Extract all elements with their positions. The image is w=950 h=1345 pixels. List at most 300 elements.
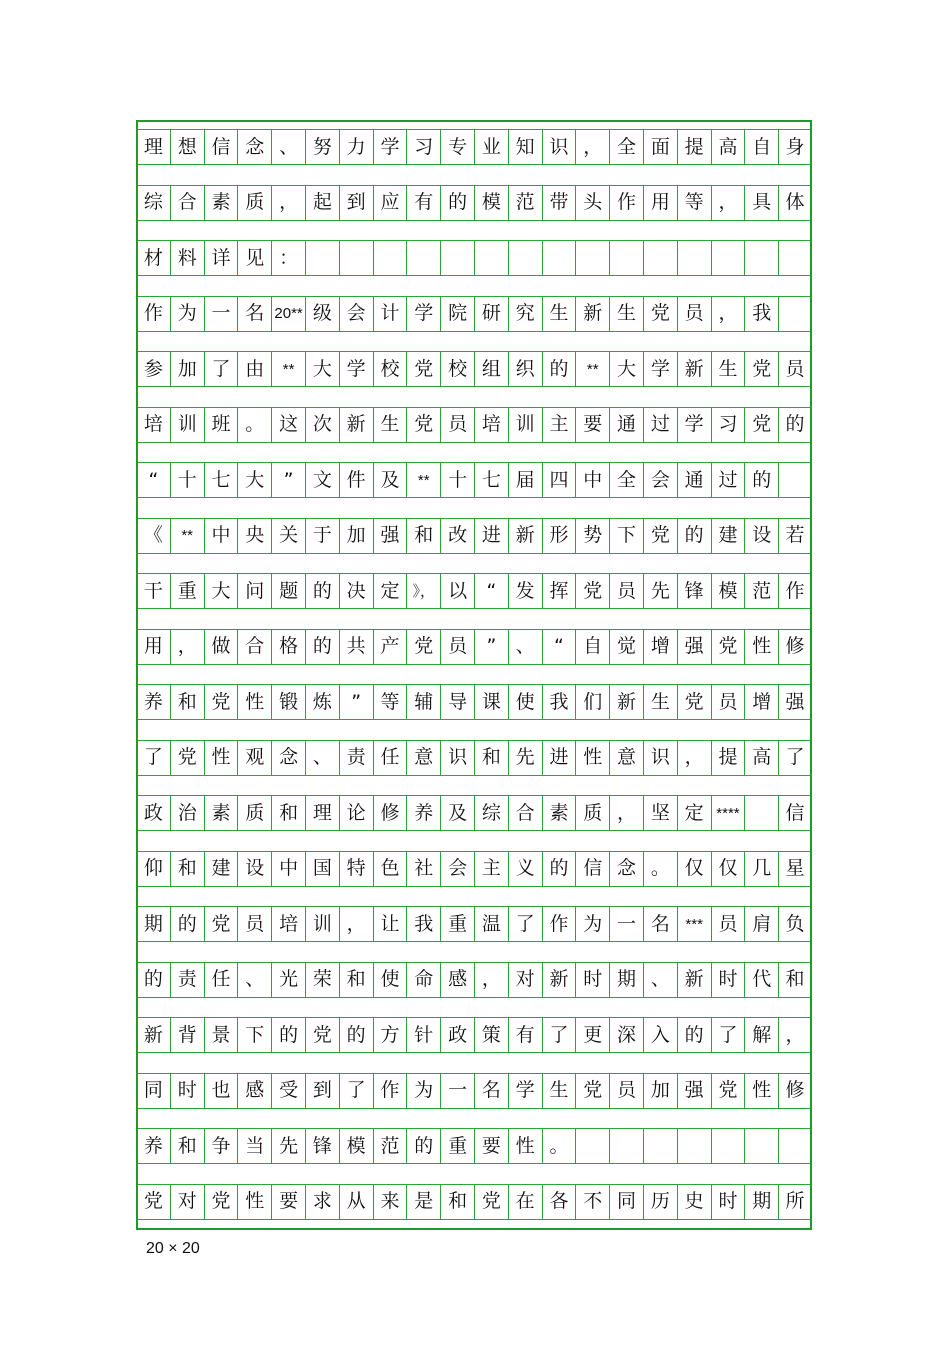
grid-cell: 质 — [237, 185, 271, 221]
grid-cell: 任 — [204, 962, 238, 998]
grid-row — [136, 240, 812, 276]
grid-cell: 习 — [711, 407, 745, 443]
grid-cell: 生 — [542, 1073, 576, 1109]
grid-cell: 党 — [204, 684, 238, 720]
grid-cell: 学 — [677, 407, 711, 443]
grid-cell: 十 — [440, 462, 474, 498]
grid-cell: 修 — [373, 795, 407, 831]
grid-cell: 主 — [474, 851, 508, 887]
grid-cell: 带 — [542, 185, 576, 221]
grid-cell: 训 — [170, 407, 204, 443]
grid-cell: 的 — [542, 851, 576, 887]
grid-cell: 专 — [440, 129, 474, 165]
grid-cell: 通 — [609, 407, 643, 443]
grid-cell: 和 — [170, 1128, 204, 1164]
grid-cell: ， — [474, 962, 508, 998]
grid-cell: 模 — [474, 185, 508, 221]
grid-cell: 进 — [542, 740, 576, 776]
grid-cell: 关 — [271, 518, 305, 554]
grid-cell: ， — [271, 185, 305, 221]
grid-cell: 问 — [237, 573, 271, 609]
grid-cell: 材 — [136, 240, 170, 276]
grid-cell — [677, 1128, 711, 1164]
grid-cell: 加 — [339, 518, 373, 554]
grid-cell: 光 — [271, 962, 305, 998]
grid-cell: 和 — [440, 1184, 474, 1220]
grid-cell: 也 — [204, 1073, 238, 1109]
grid-cell: 范 — [508, 185, 542, 221]
grid-cell: 解 — [744, 1017, 778, 1053]
grid-cell: 新 — [677, 351, 711, 387]
grid-cell: 身 — [778, 129, 812, 165]
grid-cell: 等 — [677, 185, 711, 221]
grid-cell: 时 — [575, 962, 609, 998]
grid-cell: 和 — [406, 518, 440, 554]
grid-cell: 于 — [305, 518, 339, 554]
grid-cell: 学 — [643, 351, 677, 387]
grid-cell: 仅 — [677, 851, 711, 887]
grid-cell: 治 — [170, 795, 204, 831]
grid-cell: 做 — [204, 629, 238, 665]
grid-cell: 综 — [136, 185, 170, 221]
grid-cell: 过 — [711, 462, 745, 498]
grid-cell: 。 — [643, 851, 677, 887]
grid-cell: 一 — [204, 296, 238, 332]
grid-cell: 期 — [609, 962, 643, 998]
grid-cell — [339, 240, 373, 276]
grid-cell: 素 — [204, 185, 238, 221]
grid-cell: 自 — [575, 629, 609, 665]
grid-cell: **** — [711, 795, 745, 831]
grid-cell: ** — [271, 351, 305, 387]
grid-cell: 班 — [204, 407, 238, 443]
grid-cell: 修 — [778, 1073, 812, 1109]
grid-cell: 肩 — [744, 906, 778, 942]
grid-cell: 让 — [373, 906, 407, 942]
grid-cell: 的 — [778, 407, 812, 443]
grid-cell: 。 — [542, 1128, 576, 1164]
grid-cell: 星 — [778, 851, 812, 887]
grid-row — [136, 462, 812, 498]
grid-cell: ： — [271, 240, 305, 276]
grid-cell: ” — [474, 629, 508, 665]
grid-cell: 理 — [136, 129, 170, 165]
grid-cell: 大 — [609, 351, 643, 387]
grid-cell — [711, 240, 745, 276]
grid-cell — [508, 240, 542, 276]
grid-cell: 增 — [744, 684, 778, 720]
grid-cell: 头 — [575, 185, 609, 221]
grid-cell: ” — [271, 462, 305, 498]
grid-cell: 模 — [711, 573, 745, 609]
grid-cell: 重 — [440, 906, 474, 942]
grid-cell: 强 — [778, 684, 812, 720]
grid-cell: 以 — [440, 573, 474, 609]
grid-cell: 高 — [744, 740, 778, 776]
grid-cell: 念 — [271, 740, 305, 776]
grid-cell: 下 — [237, 1017, 271, 1053]
grid-cell: 势 — [575, 518, 609, 554]
grid-cell: 过 — [643, 407, 677, 443]
grid-cell: 及 — [373, 462, 407, 498]
grid-cell: 干 — [136, 573, 170, 609]
grid-cell: 格 — [271, 629, 305, 665]
grid-cell: 锋 — [677, 573, 711, 609]
grid-cell: 详 — [204, 240, 238, 276]
grid-row — [136, 740, 812, 776]
grid-cell: 党 — [136, 1184, 170, 1220]
grid-cell: 知 — [508, 129, 542, 165]
grid-cell: 和 — [778, 962, 812, 998]
grid-cell: 习 — [406, 129, 440, 165]
grid-cell: 培 — [474, 407, 508, 443]
grid-cell: 、 — [271, 129, 305, 165]
grid-cell: 学 — [508, 1073, 542, 1109]
grid-cell: 员 — [778, 351, 812, 387]
grid-cell: 业 — [474, 129, 508, 165]
grid-cell: 织 — [508, 351, 542, 387]
grid-cell — [744, 795, 778, 831]
grid-cell: 党 — [711, 629, 745, 665]
grid-cell: 起 — [305, 185, 339, 221]
grid-cell — [440, 240, 474, 276]
grid-cell: 先 — [271, 1128, 305, 1164]
grid-cell: 员 — [609, 573, 643, 609]
grid-cell: 几 — [744, 851, 778, 887]
grid-cell: 对 — [170, 1184, 204, 1220]
grid-cell — [778, 462, 812, 498]
grid-cell: 理 — [305, 795, 339, 831]
grid-cell: 党 — [305, 1017, 339, 1053]
grid-cell: 中 — [271, 851, 305, 887]
grid-cell: 党 — [575, 573, 609, 609]
grid-cell: 四 — [542, 462, 576, 498]
grid-cell: 意 — [406, 740, 440, 776]
grid-cell: 大 — [305, 351, 339, 387]
grid-cell: 的 — [271, 1017, 305, 1053]
grid-cell: 模 — [339, 1128, 373, 1164]
grid-cell: 性 — [744, 629, 778, 665]
grid-cell: 更 — [575, 1017, 609, 1053]
grid-cell: 员 — [677, 296, 711, 332]
grid-row — [136, 851, 812, 887]
grid-cell: 院 — [440, 296, 474, 332]
grid-cell: 和 — [474, 740, 508, 776]
grid-cell: 究 — [508, 296, 542, 332]
grid-cell: 的 — [406, 1128, 440, 1164]
grid-cell: 努 — [305, 129, 339, 165]
grid-cell: 意 — [609, 740, 643, 776]
grid-cell: 时 — [711, 962, 745, 998]
grid-cell: 性 — [237, 684, 271, 720]
grid-cell: 员 — [711, 684, 745, 720]
grid-cell: ， — [778, 1017, 812, 1053]
grid-cell: 对 — [508, 962, 542, 998]
grid-cell: 一 — [440, 1073, 474, 1109]
grid-cell: ** — [575, 351, 609, 387]
grid-cell: 作 — [542, 906, 576, 942]
grid-cell: 大 — [204, 573, 238, 609]
grid-row — [136, 684, 812, 720]
grid-cell — [373, 240, 407, 276]
grid-cell: 和 — [170, 684, 204, 720]
grid-cell: 先 — [643, 573, 677, 609]
grid-cell: 学 — [373, 129, 407, 165]
grid-cell: 主 — [542, 407, 576, 443]
grid-cell: 我 — [542, 684, 576, 720]
grid-cell: 范 — [373, 1128, 407, 1164]
grid-cell: 导 — [440, 684, 474, 720]
grid-cell: 进 — [474, 518, 508, 554]
grid-cell: 、 — [237, 962, 271, 998]
grid-cell: 社 — [406, 851, 440, 887]
grid-cell: 共 — [339, 629, 373, 665]
grid-cell: 新 — [609, 684, 643, 720]
grid-cell: 作 — [373, 1073, 407, 1109]
grid-cell — [474, 240, 508, 276]
grid-cell: 使 — [373, 962, 407, 998]
grid-cell: 当 — [237, 1128, 271, 1164]
grid-cell — [406, 240, 440, 276]
grid-cell: 若 — [778, 518, 812, 554]
grid-cell: 了 — [508, 906, 542, 942]
grid-cell: 修 — [778, 629, 812, 665]
grid-cell: 感 — [237, 1073, 271, 1109]
grid-cell: 会 — [643, 462, 677, 498]
grid-cell — [744, 1128, 778, 1164]
grid-cell: 代 — [744, 962, 778, 998]
grid-cell: 员 — [440, 629, 474, 665]
grid-cell: 次 — [305, 407, 339, 443]
grid-cell: 要 — [575, 407, 609, 443]
grid-row — [136, 962, 812, 998]
grid-cell: 背 — [170, 1017, 204, 1053]
grid-row — [136, 1128, 812, 1164]
grid-cell: 题 — [271, 573, 305, 609]
grid-cell: 计 — [373, 296, 407, 332]
grid-cell: 特 — [339, 851, 373, 887]
grid-cell: 党 — [744, 351, 778, 387]
grid-cell: 性 — [237, 1184, 271, 1220]
grid-cell: 的 — [305, 573, 339, 609]
grid-cell: 训 — [305, 906, 339, 942]
grid-cell: 生 — [609, 296, 643, 332]
grid-cell: 养 — [136, 684, 170, 720]
grid-cell: 感 — [440, 962, 474, 998]
grid-cell: 员 — [609, 1073, 643, 1109]
grid-cell: 不 — [575, 1184, 609, 1220]
grid-cell: 高 — [711, 129, 745, 165]
grid-cell: 学 — [339, 351, 373, 387]
grid-cell: 为 — [575, 906, 609, 942]
grid-cell: 的 — [339, 1017, 373, 1053]
grid-cell: 文 — [305, 462, 339, 498]
grid-cell: 先 — [508, 740, 542, 776]
grid-cell — [778, 296, 812, 332]
grid-cell: 名 — [474, 1073, 508, 1109]
grid-cell: 》， — [406, 573, 440, 609]
grid-cell — [677, 240, 711, 276]
grid-cell: 到 — [339, 185, 373, 221]
grid-cell: ** — [170, 518, 204, 554]
grid-row — [136, 573, 812, 609]
grid-cell — [711, 1128, 745, 1164]
grid-cell: 等 — [373, 684, 407, 720]
grid-cell: 责 — [339, 740, 373, 776]
grid-cell: 大 — [237, 462, 271, 498]
grid-cell: 员 — [440, 407, 474, 443]
grid-row — [136, 407, 812, 443]
grid-cell: 的 — [305, 629, 339, 665]
grid-cell: ， — [677, 740, 711, 776]
grid-cell: 锋 — [305, 1128, 339, 1164]
grid-cell: 来 — [373, 1184, 407, 1220]
grid-row — [136, 1073, 812, 1109]
grid-cell: 设 — [744, 518, 778, 554]
grid-cell: 色 — [373, 851, 407, 887]
grid-cell: 为 — [406, 1073, 440, 1109]
grid-cell — [744, 240, 778, 276]
grid-cell: 名 — [237, 296, 271, 332]
grid-cell: 会 — [339, 296, 373, 332]
grid-cell: 十 — [170, 462, 204, 498]
grid-cell: 设 — [237, 851, 271, 887]
grid-cell: 们 — [575, 684, 609, 720]
grid-cell: 信 — [778, 795, 812, 831]
grid-cell: 新 — [339, 407, 373, 443]
grid-cell: “ — [474, 573, 508, 609]
grid-cell: 质 — [575, 795, 609, 831]
grid-cell: 、 — [643, 962, 677, 998]
grid-cell: 合 — [170, 185, 204, 221]
grid-cell: 定 — [373, 573, 407, 609]
grid-cell: 的 — [744, 462, 778, 498]
grid-cell: 性 — [204, 740, 238, 776]
grid-cell: 决 — [339, 573, 373, 609]
grid-cell: 仅 — [711, 851, 745, 887]
grid-cell: 组 — [474, 351, 508, 387]
grid-cell: 建 — [711, 518, 745, 554]
grid-cell: 应 — [373, 185, 407, 221]
grid-cell: 培 — [136, 407, 170, 443]
grid-cell: 中 — [575, 462, 609, 498]
grid-cell: 我 — [406, 906, 440, 942]
grid-cell: 的 — [136, 962, 170, 998]
grid-cell: 责 — [170, 962, 204, 998]
grid-cell: 合 — [508, 795, 542, 831]
grid-cell: 仰 — [136, 851, 170, 887]
grid-cell: 生 — [373, 407, 407, 443]
grid-cell — [609, 1128, 643, 1164]
grid-cell: 加 — [170, 351, 204, 387]
grid-cell: 加 — [643, 1073, 677, 1109]
grid-cell: 受 — [271, 1073, 305, 1109]
grid-cell: 历 — [643, 1184, 677, 1220]
grid-cell: 是 — [406, 1184, 440, 1220]
grid-cell: 负 — [778, 906, 812, 942]
grid-cell: 政 — [440, 1017, 474, 1053]
grid-cell: 党 — [204, 906, 238, 942]
grid-cell: 党 — [406, 407, 440, 443]
grid-cell: 方 — [373, 1017, 407, 1053]
grid-cell: 料 — [170, 240, 204, 276]
grid-cell: 强 — [677, 1073, 711, 1109]
grid-cell: 及 — [440, 795, 474, 831]
grid-cell: 时 — [711, 1184, 745, 1220]
grid-cell: 到 — [305, 1073, 339, 1109]
grid-cell: 了 — [136, 740, 170, 776]
grid-cell: 央 — [237, 518, 271, 554]
grid-cell: 深 — [609, 1017, 643, 1053]
grid-cell — [575, 1128, 609, 1164]
grid-cell: 同 — [609, 1184, 643, 1220]
grid-row — [136, 185, 812, 221]
grid-cell: 觉 — [609, 629, 643, 665]
grid-row — [136, 518, 812, 554]
grid-cell: 所 — [778, 1184, 812, 1220]
grid-cell: 信 — [204, 129, 238, 165]
grid-cell — [778, 1128, 812, 1164]
grid-cell: 养 — [136, 1128, 170, 1164]
grid-cell: 全 — [609, 462, 643, 498]
grid-cell: 提 — [711, 740, 745, 776]
grid-cell: 党 — [575, 1073, 609, 1109]
grid-cell: 的 — [170, 906, 204, 942]
grid-cell: 质 — [237, 795, 271, 831]
grid-cell: 信 — [575, 851, 609, 887]
grid-cell: 作 — [136, 296, 170, 332]
grid-cell: 时 — [170, 1073, 204, 1109]
grid-cell: 提 — [677, 129, 711, 165]
grid-cell: 论 — [339, 795, 373, 831]
grid-cell: 了 — [711, 1017, 745, 1053]
grid-cell: 新 — [575, 296, 609, 332]
grid-cell: 党 — [711, 1073, 745, 1109]
grid-row — [136, 129, 812, 165]
grid-row — [136, 1017, 812, 1053]
grid-cell: 景 — [204, 1017, 238, 1053]
grid-cell: 炼 — [305, 684, 339, 720]
grid-cell: 生 — [643, 684, 677, 720]
grid-cell: ， — [575, 129, 609, 165]
grid-cell: 识 — [440, 740, 474, 776]
grid-cell: 七 — [204, 462, 238, 498]
grid-cell: 党 — [406, 629, 440, 665]
grid-cell: ， — [170, 629, 204, 665]
grid-cell: 《 — [136, 518, 170, 554]
grid-cell: 见 — [237, 240, 271, 276]
grid-cell: 素 — [204, 795, 238, 831]
grid-cell: 面 — [643, 129, 677, 165]
grid-cell: 使 — [508, 684, 542, 720]
grid-cell: 辅 — [406, 684, 440, 720]
grid-cell: 强 — [677, 629, 711, 665]
grid-cell: 用 — [136, 629, 170, 665]
grid-cell: 了 — [204, 351, 238, 387]
grid-cell: “ — [136, 462, 170, 498]
grid-cell: 期 — [136, 906, 170, 942]
grid-cell — [609, 240, 643, 276]
grid-cell: 党 — [744, 407, 778, 443]
grid-cell: 新 — [677, 962, 711, 998]
grid-cell: 研 — [474, 296, 508, 332]
grid-cell: 名 — [643, 906, 677, 942]
grid-cell: 荣 — [305, 962, 339, 998]
grid-cell: 观 — [237, 740, 271, 776]
grid-cell: 养 — [406, 795, 440, 831]
grid-cell: ， — [609, 795, 643, 831]
grid-size-label: 20 × 20 — [146, 1240, 200, 1257]
